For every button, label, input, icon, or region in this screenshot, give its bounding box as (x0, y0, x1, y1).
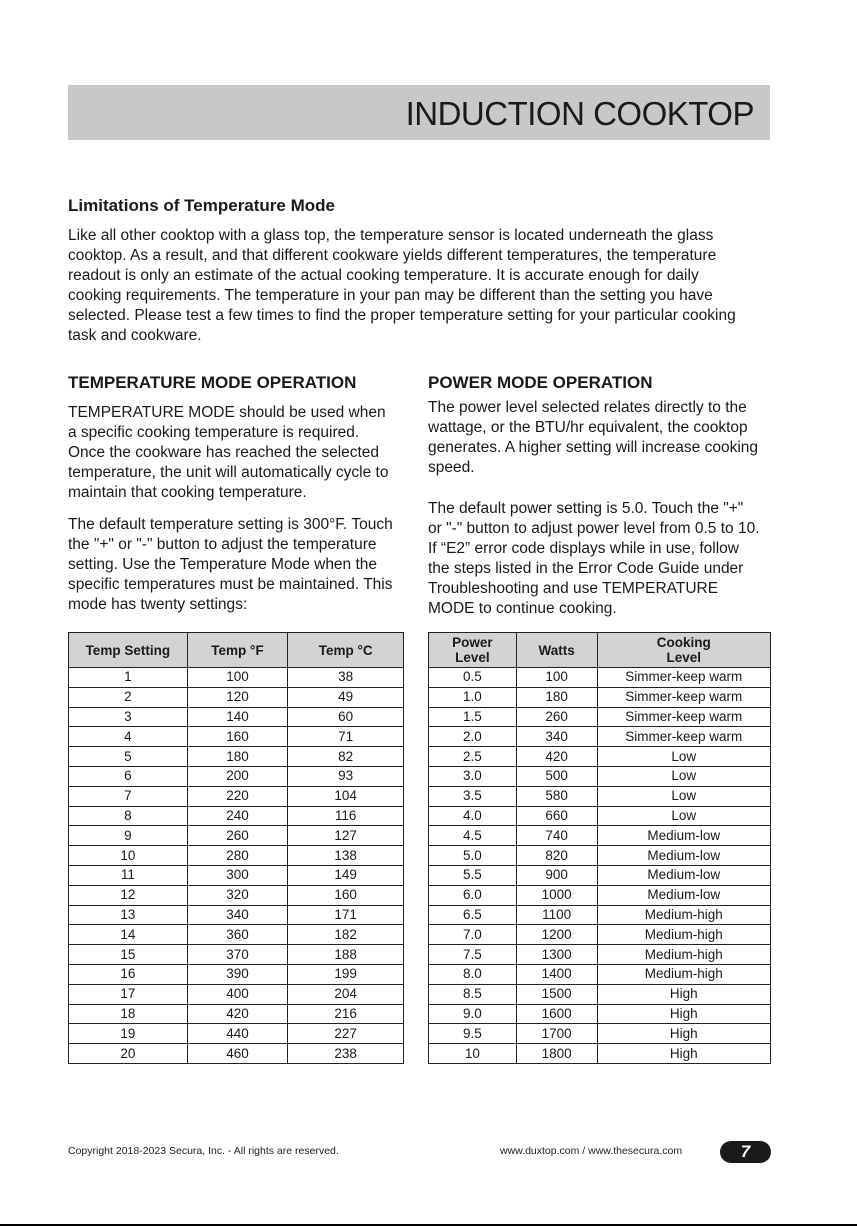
text-line: generates. A higher setting will increase cooking (428, 439, 759, 456)
text-line: setting. Use the Temperature Mode when the (68, 556, 378, 573)
temperature-mode-paragraph-1 (68, 403, 413, 503)
table-row (429, 925, 771, 945)
table-cell: 14 (69, 925, 188, 945)
table-cell: 9.5 (429, 1024, 517, 1044)
table-cell: Simmer-keep warm (597, 687, 770, 707)
table-row (69, 984, 404, 1004)
table-cell: 227 (288, 1024, 404, 1044)
table-cell: 8.5 (429, 984, 517, 1004)
table-row (69, 964, 404, 984)
table-cell: 2.0 (429, 727, 517, 747)
table-cell: 49 (288, 687, 404, 707)
table-cell: 5.5 (429, 865, 517, 885)
table-cell: 188 (288, 945, 404, 965)
table-cell: Low (597, 766, 770, 786)
table-cell: 3.0 (429, 766, 517, 786)
table-row (69, 1044, 404, 1064)
text-line: specific temperatures must be maintained. This (68, 576, 393, 593)
table-row (429, 945, 771, 965)
table-cell: 1300 (516, 945, 597, 965)
table-row (429, 984, 771, 1004)
table-cell: Simmer-keep warm (597, 727, 770, 747)
table-cell: High (597, 1004, 770, 1024)
table-row (429, 1004, 771, 1024)
column-header (429, 633, 517, 668)
table-cell: 370 (187, 945, 288, 965)
table-row (69, 865, 404, 885)
table-cell: 1500 (516, 984, 597, 1004)
table-cell: 300 (187, 865, 288, 885)
table-cell: 390 (187, 964, 288, 984)
text-line: cooking requirements. The temperature in your pan may be different than the setting you have (68, 287, 713, 304)
table-cell: 1200 (516, 925, 597, 945)
table-cell: 260 (187, 826, 288, 846)
table-row (69, 905, 404, 925)
table-cell: Low (597, 806, 770, 826)
table-row (69, 668, 404, 688)
table-row (429, 1024, 771, 1044)
table-cell: 200 (187, 766, 288, 786)
table-cell: Medium-low (597, 846, 770, 866)
table-cell: 1600 (516, 1004, 597, 1024)
website-links: www.duxtop.com / www.thesecura.com (500, 1145, 683, 1157)
table-row (69, 1024, 404, 1044)
table-cell: 38 (288, 668, 404, 688)
column-header: Temp °C (288, 633, 404, 668)
text-line: TEMPERATURE MODE should be used when (68, 404, 386, 421)
table-row (429, 727, 771, 747)
page-number-badge: 7 (720, 1141, 771, 1163)
table-cell: Medium-high (597, 905, 770, 925)
table-cell: High (597, 1044, 770, 1064)
power-mode-paragraph-1 (428, 398, 778, 478)
text-line: Troubleshooting and use TEMPERATURE (428, 580, 719, 597)
text-line: readout is only an estimate of the actual cooking temperature. It is accurate enough for daily (68, 267, 699, 284)
table-cell: 82 (288, 747, 404, 767)
column-header: Temp °F (187, 633, 288, 668)
power-mode-paragraph-2 (428, 499, 778, 619)
table-cell: 6.0 (429, 885, 517, 905)
table-cell: 7.0 (429, 925, 517, 945)
table-cell: 10 (429, 1044, 517, 1064)
table-row (69, 826, 404, 846)
table-row (429, 846, 771, 866)
table-row (429, 905, 771, 925)
table-cell: 20 (69, 1044, 188, 1064)
table-cell: Medium-low (597, 865, 770, 885)
table-row (429, 1044, 771, 1064)
table-cell: 6.5 (429, 905, 517, 925)
table-cell: 260 (516, 707, 597, 727)
table-row (429, 707, 771, 727)
table-row (69, 885, 404, 905)
table-cell: 3 (69, 707, 188, 727)
table-cell: 93 (288, 766, 404, 786)
table-cell: 1 (69, 668, 188, 688)
text-line: cooktop. As a result, and that different cookware yields different temperatures, the temperature (68, 247, 717, 264)
table-cell: 360 (187, 925, 288, 945)
table-cell: 440 (187, 1024, 288, 1044)
table-cell: 182 (288, 925, 404, 945)
table-cell: 340 (187, 905, 288, 925)
text-line: mode has twenty settings: (68, 596, 248, 613)
table-cell: High (597, 984, 770, 1004)
table-cell: 460 (187, 1044, 288, 1064)
table-cell: 5.0 (429, 846, 517, 866)
table-cell: 8.0 (429, 964, 517, 984)
table-cell: 3.5 (429, 786, 517, 806)
column-header-text: Cooking (656, 635, 711, 650)
table-cell: 100 (187, 668, 288, 688)
table-row (429, 826, 771, 846)
text-line: the "+" or "-" button to adjust the temperature (68, 536, 377, 553)
table-row (69, 687, 404, 707)
column-header (516, 633, 597, 668)
table-row (429, 964, 771, 984)
text-line: If “E2” error code displays while in use, follow (428, 540, 739, 557)
table-cell: 1100 (516, 905, 597, 925)
table-cell: 320 (187, 885, 288, 905)
table-cell: 1800 (516, 1044, 597, 1064)
table-cell: Medium-low (597, 885, 770, 905)
table-cell: 71 (288, 727, 404, 747)
header-bar (68, 85, 770, 140)
temperature-mode-heading: TEMPERATURE MODE OPERATION (68, 373, 357, 392)
table-row (69, 925, 404, 945)
column-header-text: Watts (538, 642, 575, 658)
table-row (69, 846, 404, 866)
table-cell: Low (597, 747, 770, 767)
limitations-paragraph (68, 226, 788, 346)
text-line: maintain that cooking temperature. (68, 484, 307, 501)
table-cell: 18 (69, 1004, 188, 1024)
table-cell: 500 (516, 766, 597, 786)
text-line: task and cookware. (68, 327, 202, 344)
text-line: the steps listed in the Error Code Guide under (428, 560, 744, 577)
table-cell: 660 (516, 806, 597, 826)
table-row (69, 945, 404, 965)
table-row (69, 786, 404, 806)
table-cell: 2 (69, 687, 188, 707)
table-cell: 10 (69, 846, 188, 866)
temperature-mode-paragraph-2 (68, 515, 413, 615)
column-header-text: Level (666, 650, 702, 665)
temperature-settings-table (68, 632, 404, 1064)
table-cell: Medium-low (597, 826, 770, 846)
table-cell: 820 (516, 846, 597, 866)
table-cell: 204 (288, 984, 404, 1004)
table-row (429, 865, 771, 885)
table-cell: 7.5 (429, 945, 517, 965)
table-row (429, 786, 771, 806)
table-cell: 16 (69, 964, 188, 984)
text-line: speed. (428, 459, 475, 476)
table-cell: 138 (288, 846, 404, 866)
table-cell: 1400 (516, 964, 597, 984)
table-cell: 8 (69, 806, 188, 826)
table-cell: Medium-high (597, 945, 770, 965)
text-line: wattage, or the BTU/hr equivalent, the cooktop (428, 419, 748, 436)
table-cell: 220 (187, 786, 288, 806)
table-cell: 13 (69, 905, 188, 925)
table-cell: 4 (69, 727, 188, 747)
table-cell: 19 (69, 1024, 188, 1044)
text-line: selected. Please test a few times to find the proper temperature setting for your particular cooking (68, 307, 736, 324)
table-cell: 160 (288, 885, 404, 905)
table-cell: 9 (69, 826, 188, 846)
table-cell: 900 (516, 865, 597, 885)
table-cell: 140 (187, 707, 288, 727)
table-cell: 216 (288, 1004, 404, 1024)
table-cell: 6 (69, 766, 188, 786)
table-cell: 740 (516, 826, 597, 846)
table-cell: 60 (288, 707, 404, 727)
column-header (597, 633, 770, 668)
text-line: The default power setting is 5.0. Touch the "+" (428, 500, 744, 517)
table-cell: 240 (187, 806, 288, 826)
text-line: Like all other cooktop with a glass top, the temperature sensor is located underneath the glass (68, 227, 714, 244)
table-cell: Medium-high (597, 964, 770, 984)
table-cell: High (597, 1024, 770, 1044)
table-cell: 12 (69, 885, 188, 905)
table-row (429, 806, 771, 826)
table-cell: 180 (516, 687, 597, 707)
table-cell: Medium-high (597, 925, 770, 945)
text-line: MODE to continue cooking. (428, 600, 617, 617)
table-cell: Low (597, 786, 770, 806)
table-cell: 340 (516, 727, 597, 747)
column-header: Temp Setting (69, 633, 188, 668)
table-cell: 116 (288, 806, 404, 826)
table-cell: 15 (69, 945, 188, 965)
table-row (69, 806, 404, 826)
table-row (429, 747, 771, 767)
table-cell: 11 (69, 865, 188, 885)
table-cell: 100 (516, 668, 597, 688)
table-cell: 104 (288, 786, 404, 806)
table-cell: 1700 (516, 1024, 597, 1044)
table-row (69, 707, 404, 727)
table-cell: 238 (288, 1044, 404, 1064)
text-line: Once the cookware has reached the selected (68, 444, 380, 461)
column-header-text: Level (455, 650, 490, 665)
table-row (429, 885, 771, 905)
table-cell: Simmer-keep warm (597, 707, 770, 727)
table-cell: 171 (288, 905, 404, 925)
table-row (429, 668, 771, 688)
table-cell: 160 (187, 727, 288, 747)
table-cell: 420 (516, 747, 597, 767)
table-row (69, 747, 404, 767)
copyright-text: Copyright 2018-2023 Secura, Inc. - All rights are reserved. (68, 1145, 339, 1157)
table-cell: 1.0 (429, 687, 517, 707)
table-cell: 127 (288, 826, 404, 846)
table-cell: 120 (187, 687, 288, 707)
table-cell: 4.0 (429, 806, 517, 826)
table-cell: 1.5 (429, 707, 517, 727)
table-cell: 199 (288, 964, 404, 984)
table-cell: 1000 (516, 885, 597, 905)
table-cell: Simmer-keep warm (597, 668, 770, 688)
table-cell: 5 (69, 747, 188, 767)
limitations-heading: Limitations of Temperature Mode (68, 196, 335, 215)
table-cell: 400 (187, 984, 288, 1004)
table-cell: 0.5 (429, 668, 517, 688)
table-row (429, 766, 771, 786)
text-line: a specific cooking temperature is required. (68, 424, 360, 441)
column-header-text: Power (452, 635, 493, 650)
table-cell: 7 (69, 786, 188, 806)
table-cell: 4.5 (429, 826, 517, 846)
table-cell: 180 (187, 747, 288, 767)
table-row (69, 766, 404, 786)
table-row (429, 687, 771, 707)
power-levels-table (428, 632, 771, 1064)
table-cell: 420 (187, 1004, 288, 1024)
table-cell: 9.0 (429, 1004, 517, 1024)
page-title: INDUCTION COOKTOP (405, 95, 754, 132)
table-cell: 149 (288, 865, 404, 885)
text-line: or "-" button to adjust power level from 0.5 to 10. (428, 520, 760, 537)
table-cell: 280 (187, 846, 288, 866)
table-cell: 580 (516, 786, 597, 806)
text-line: temperature, the unit will automatically cycle to (68, 464, 389, 481)
table-row (69, 727, 404, 747)
text-line: The default temperature setting is 300°F. Touch (68, 516, 393, 533)
table-row (69, 1004, 404, 1024)
table-cell: 17 (69, 984, 188, 1004)
text-line: The power level selected relates directly to the (428, 399, 747, 416)
power-mode-heading: POWER MODE OPERATION (428, 373, 653, 392)
table-cell: 2.5 (429, 747, 517, 767)
